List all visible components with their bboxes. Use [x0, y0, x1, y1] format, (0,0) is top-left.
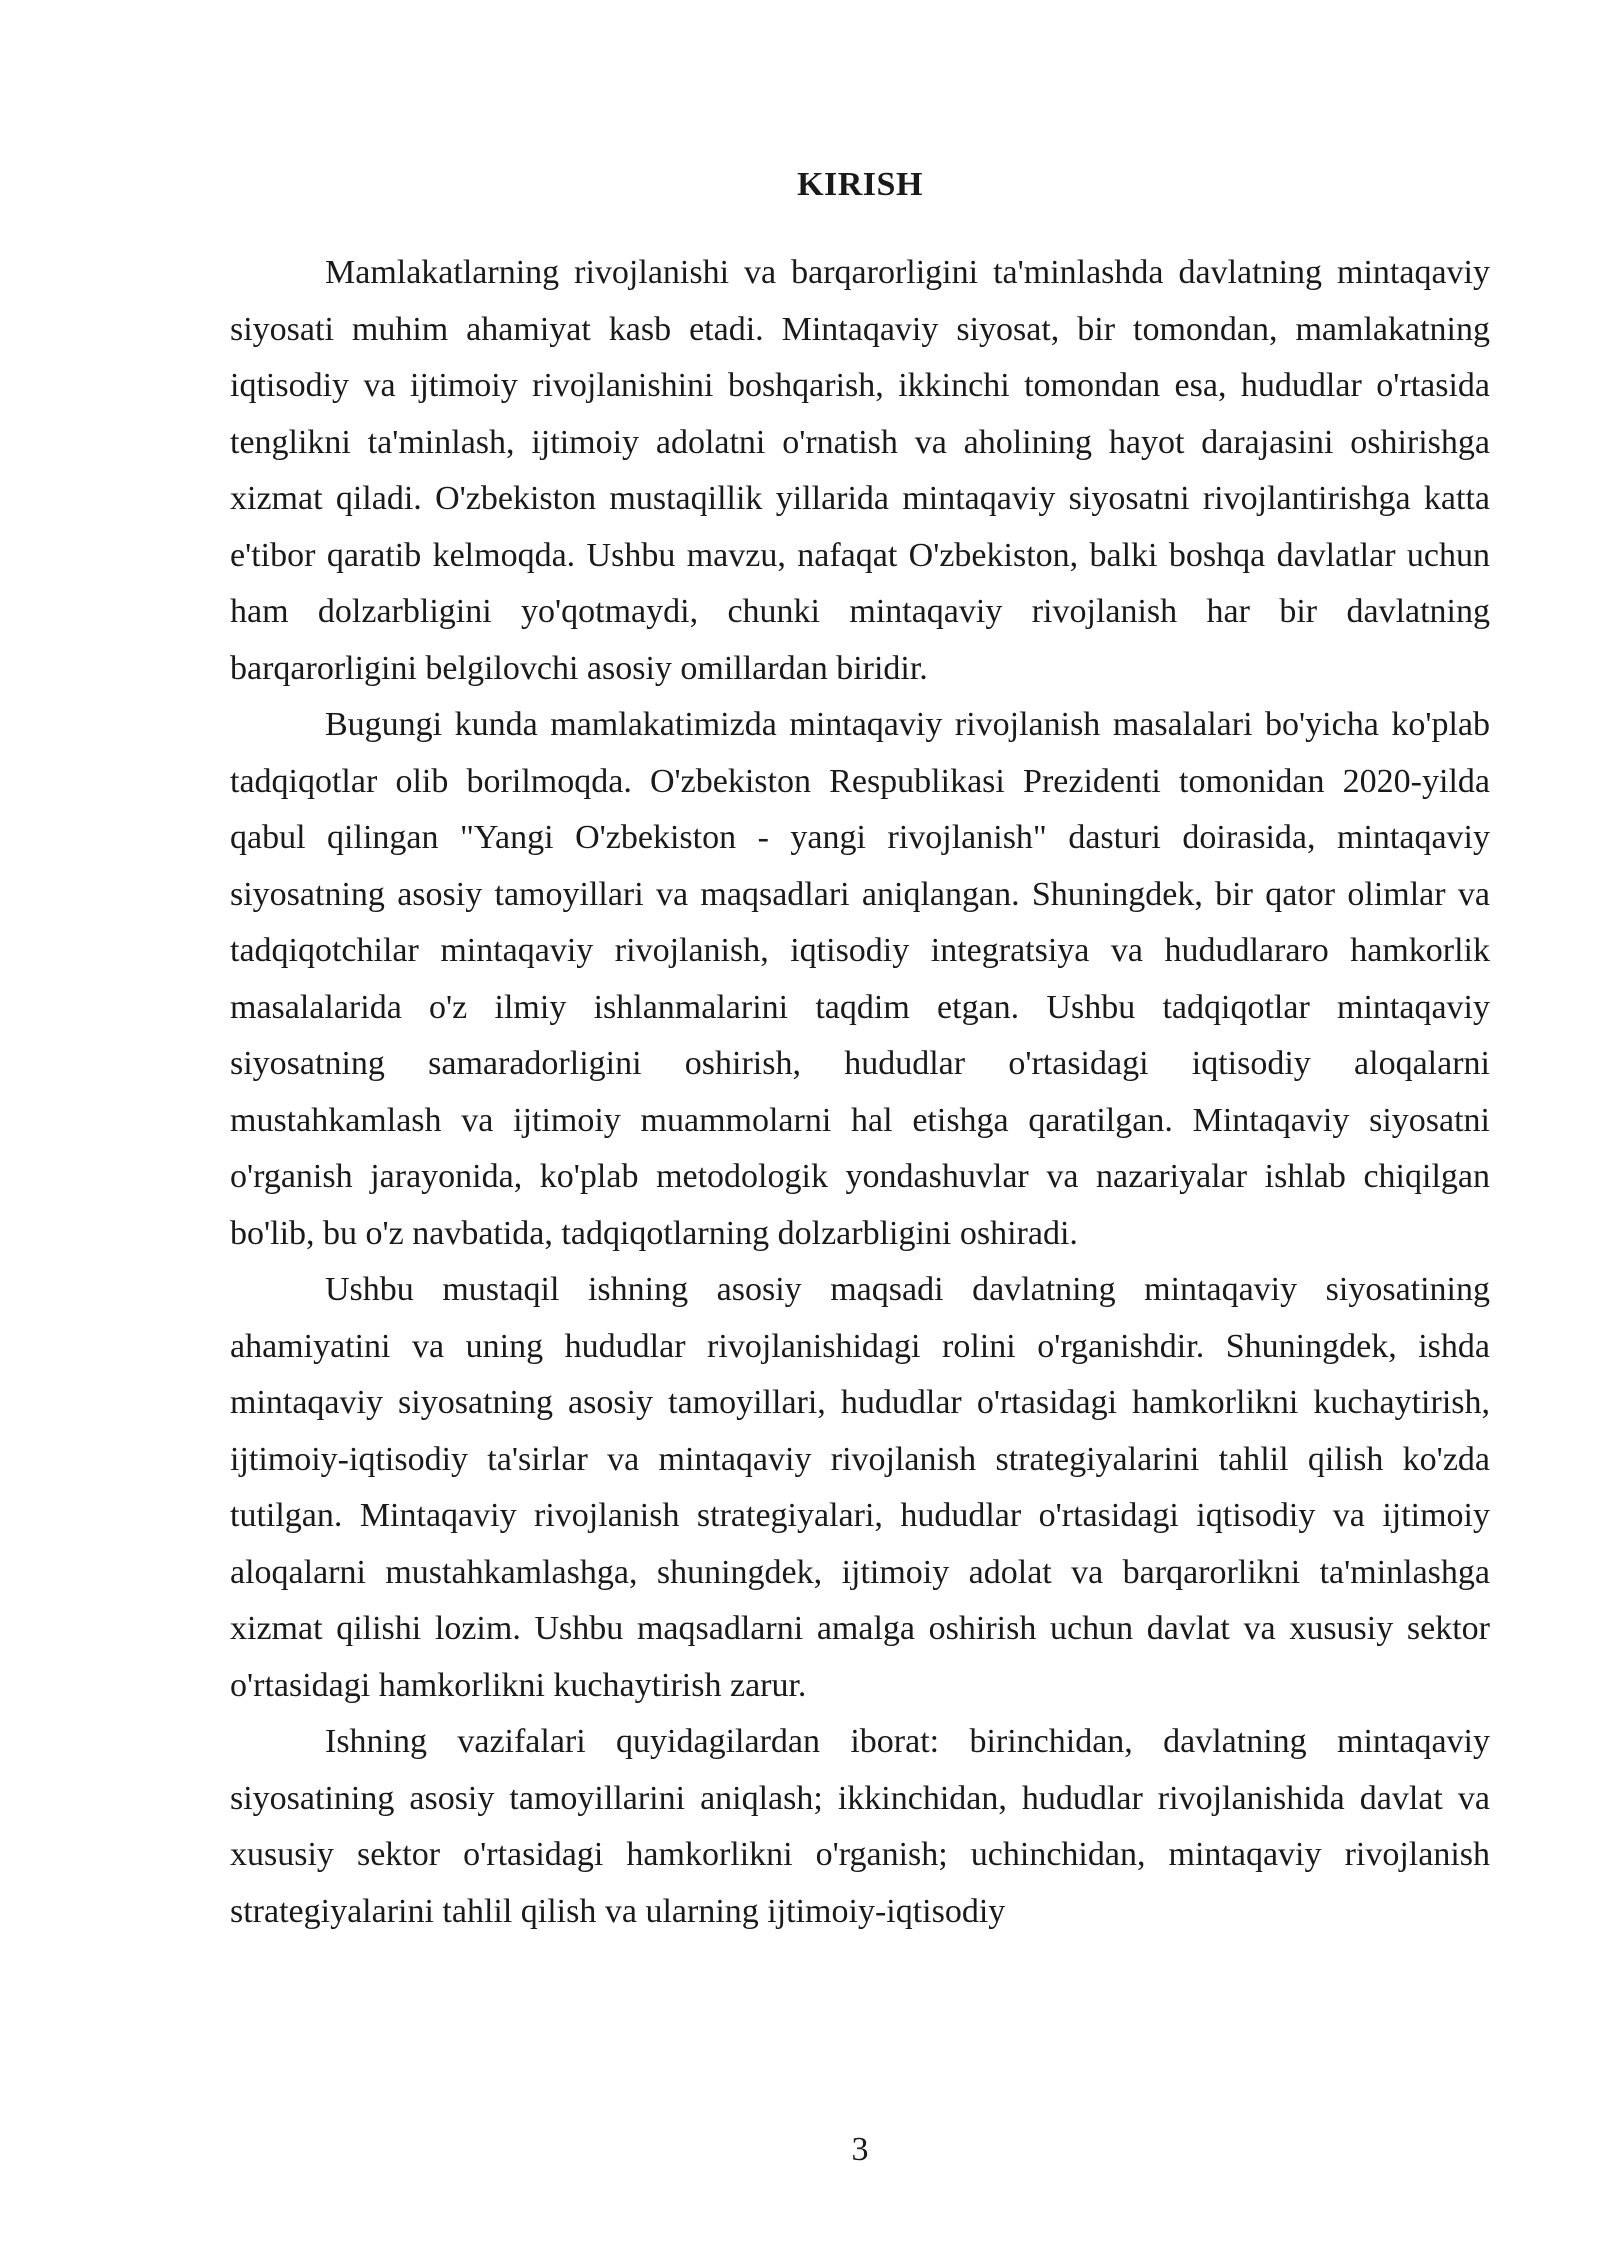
- paragraph: Bugungi kunda mamlakatimizda mintaqaviy rivojlanish masalalari bo'yicha ko'plab tadqiqotlar olib borilmoqda. O'zbekiston Respublikasi Prezidenti tomonidan 2020-yilda qabul qilingan "Yangi O'zbekiston - yangi rivojlanish" dasturi doirasida, mintaqaviy siyosatning asosiy tamoyillari va maqsadlari aniqlangan. Shuningdek, bir qator olimlar va tadqiqotchilar mintaqaviy rivojlanish, iqtisodiy integratsiya va hududlararo hamkorlik masalalarida o'z ilmiy ishlanmalarini taqdim etgan. Ushbu tadqiqotlar mintaqaviy siyosatning samaradorligini oshirish, hududlar o'rtasidagi iqtisodiy aloqalarni mustahkamlash va ijtimoiy muammolarni hal etishga qaratilgan. Mintaqaviy siyosatni o'rganish jarayonida, ko'plab metodologik yondashuvlar va nazariyalar ishlab chiqilgan bo'lib, bu o'z navbatida, tadqiqotlarning dolzarbligini oshiradi.: [230, 706, 1490, 1252]
- paragraph: Ushbu mustaqil ishning asosiy maqsadi davlatning mintaqaviy siyosatining ahamiyatini va uning hududlar rivojlanishidagi rolini o'rganishdir. Shuningdek, ishda mintaqaviy siyosatning asosiy tamoyillari, hududlar o'rtasidagi hamkorlikni kuchaytirish, ijtimoiy-iqtisodiy ta'sirlar va mintaqaviy rivojlanish strategiyalarini tahlil qilish ko'zda tutilgan. Mintaqaviy rivojlanish strategiyalari, hududlar o'rtasidagi iqtisodiy va ijtimoiy aloqalarni mustahkamlashga, shuningdek, ijtimoiy adolat va barqarorlikni ta'minlashga xizmat qilishi lozim. Ushbu maqsadlarni amalga oshirish uchun davlat va xususiy sektor o'rtasidagi hamkorlikni kuchaytirish zarur.: [230, 1271, 1490, 1704]
- paragraph: Mamlakatlarning rivojlanishi va barqarorligini ta'minlashda davlatning mintaqaviy siyosati muhim ahamiyat kasb etadi. Mintaqaviy siyosat, bir tomondan, mamlakatning iqtisodiy va ijtimoiy rivojlanishini boshqarish, ikkinchi tomondan esa, hududlar o'rtasida tenglikni ta'minlash, ijtimoiy adolatni o'rnatish va aholining hayot darajasini oshirishga xizmat qiladi. O'zbekiston mustaqillik yillarida mintaqaviy siyosatni rivojlantirishga katta e'tibor qaratib kelmoqda. Ushbu mavzu, nafaqat O'zbekiston, balki boshqa davlatlar uchun ham dolzarbligini yo'qotmaydi, chunki mintaqaviy rivojlanish har bir davlatning barqarorligini belgilovchi asosiy omillardan biridir.: [230, 254, 1490, 687]
- page-number: 3: [851, 2131, 869, 2168]
- page-title: KIRISH: [797, 166, 923, 203]
- body-text: [230, 245, 1490, 1940]
- paragraph: Ishning vazifalari quyidagilardan iborat: birinchidan, davlatning mintaqaviy siyosatining asosiy tamoyillarini aniqlash; ikkinchidan, hududlar rivojlanishida davlat va xususiy sektor o'rtasidagi hamkorlikni o'rganish; uchinchidan, mintaqaviy rivojlanish strategiyalarini tahlil qilish va ularning ijtimoiy-iqtisodiy: [230, 1723, 1490, 1930]
